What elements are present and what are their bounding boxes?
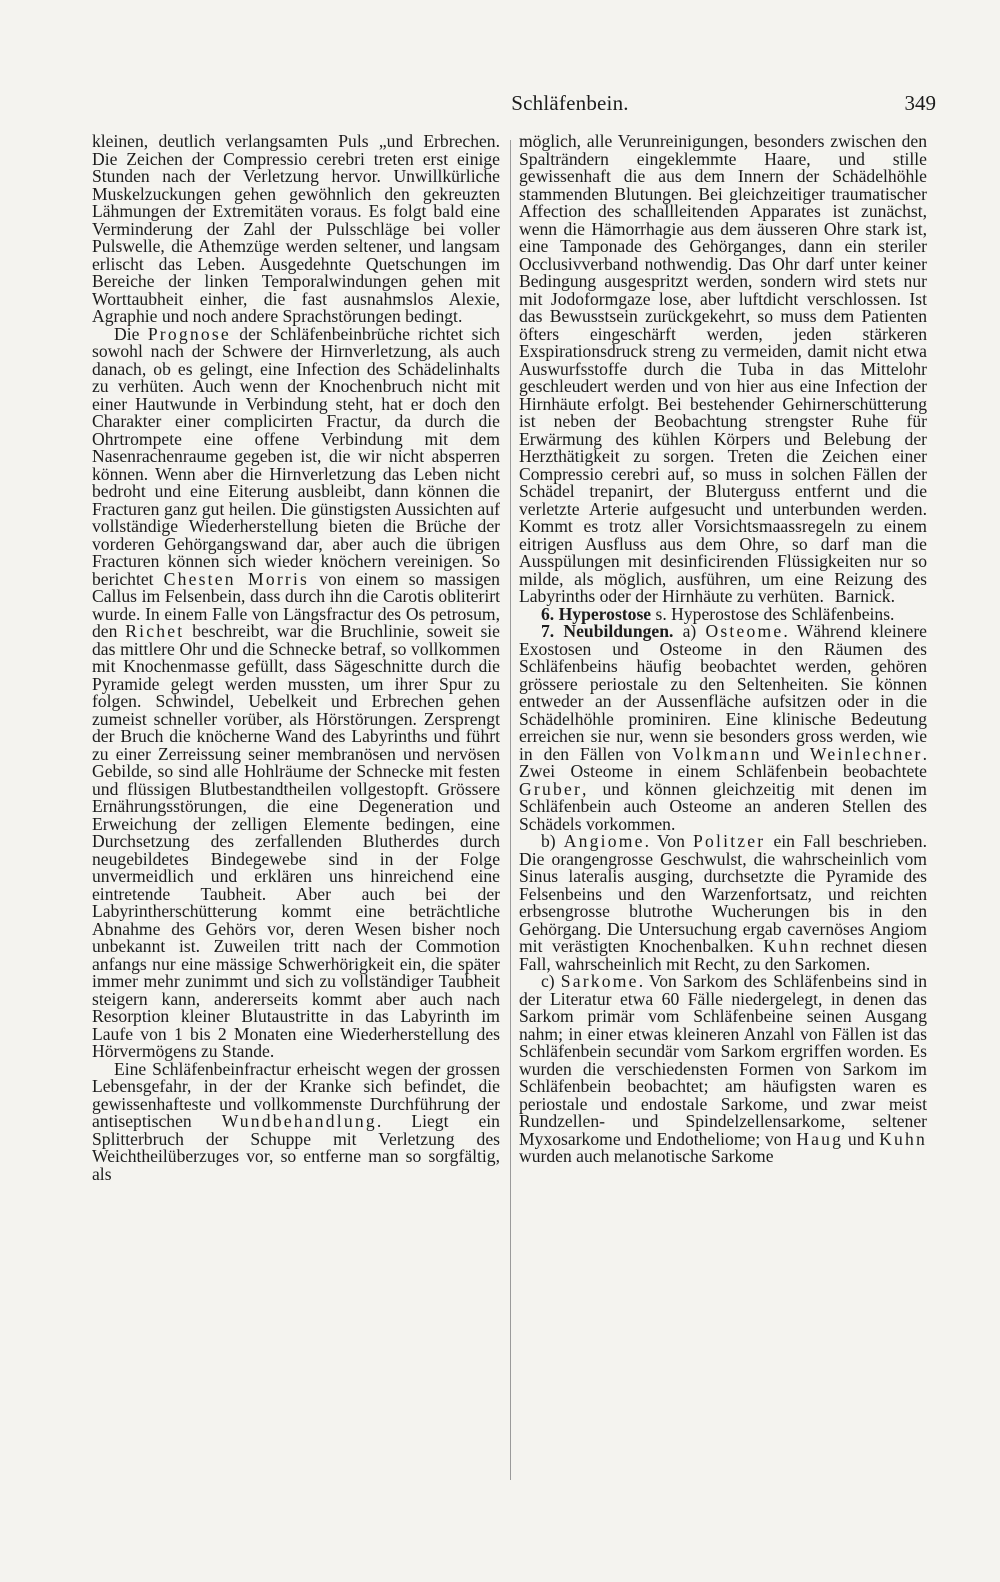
text-run: von einem so massigen Callus im Felsenbein, dass durch ihn die Carotis obliterirt wurde. In einem Falle von Längsfractur des Os petrosum, den <box>92 568 500 641</box>
paragraph-prognosis <box>92 323 500 1061</box>
author-name: Kuhn <box>763 936 812 956</box>
text-run: . Während kleinere Exostosen und Osteome in den Räumen des Schläfenbeins häufig beobachtet werden, gehören grössere periostale zu den Seltenheiten. Sie können entweder an der Aussenfläche aufsitzen oder in die Schädelhöhle prominiren. Eine klinische Bedeutung erreichen sie nur, wenn sie besonders gross werden, wie in den Fällen von <box>519 621 927 764</box>
spaced-term-prognose: Prognose <box>147 323 231 344</box>
spaced-term-sarkome: Sarkome <box>560 971 639 991</box>
paragraph-treatment <box>92 1058 500 1184</box>
text-run: Die <box>114 323 148 344</box>
running-title: Schläfenbein. <box>511 91 629 115</box>
text-run: ein Fall beschrieben. Die orangengrosse Geschwulst, die wahrscheinlich vom Sinus lateralis ausging, durchsetzte die Pyramide des Felsenbeins und den Warzenfortsatz, und reichten erbsengrosse blutrothe Wucherungen bis in den Gehörgang. Die Untersuchung ergab cavernöses Angiom mit verästigten Knochenbalken. <box>519 831 927 956</box>
text-run: wurden auch melanotische Sarkome <box>519 1146 774 1166</box>
author-name: Politzer <box>693 831 766 851</box>
author-name: Haug <box>796 1128 844 1149</box>
section-title: Neubildungen. <box>563 621 674 641</box>
spaced-term-osteome: Osteome <box>705 621 784 641</box>
text-run: b) <box>541 831 564 851</box>
right-column <box>519 133 927 1166</box>
section-title: Hyperostose <box>558 603 652 624</box>
text-run: . Zwei Osteome in einem Schläfenbein beobachtete <box>519 743 927 781</box>
text-run: kleinen, deutlich verlangsamten Puls „und Erbrechen. Die Zeichen der Compressio cerebri treten erst einige Stunden nach der Verletzung hervor. Unwillkürliche Muskelzuckungen gehen gewöhnlich den gekreuzten Lähmungen der Extremitäten voraus. Es folgt bald eine Verminderung der Zahl der Pulsschläge bei voller Pulswelle, die Athemzüge werden seltener, und langsam erlischt das Leben. Ausgedehnte Quetschungen im Bereiche der linken Temporalwindungen gehen mit Worttaubheit einher, die fast ausnahmslos Alexie, Agraphie und noch andere Sprachstörungen bedingt. <box>92 131 500 326</box>
spaced-term-angiome: Angiome <box>563 831 645 851</box>
left-column <box>92 133 500 1183</box>
text-run: . Von Sarkom des Schläfenbeins sind in der Literatur etwa 60 Fälle niedergelegt, in denen das Sarkom primär vom Schläfenbeine seinen Ausgang nahm; in einer etwas kleineren Anzahl von Fällen ist das Schläfenbein secundär vom Sarkom ergriffen worden. Es wurden die verschiedensten Formen von Sarkom im Schläfenbein beobachtet; am häufigsten waren es periostale und endostale Sarkome, und zwar meist Rundzellen- und Spindelzellensarkome, seltener Myxosarkome und Endotheliome; von <box>519 971 928 1149</box>
text-run: s. Hyperostose des Schläfenbeins. <box>651 603 895 624</box>
page-number: 349 <box>904 91 936 115</box>
text-run: beschreibt, war die Bruchlinie, soweit sie das mittlere Ohr und die Schnecke betraf, so vollkommen mit Knochenmasse gefüllt, dass Sägeschnitte durch die Pyramide gelegt werden mussten, um ihrer Spur zu folgen. Schwindel, Uebelkeit und Erbrechen gehen zumeist schneller vorüber, als Hörstörungen. Zersprengt der Bruch die knöcherne Wand des Labyrinths und führt zu einer Zerreissung seiner membranösen und nervösen Gebilde, so sind alle Hohlräume der Schnecke mit festen und flüssigen Blutbestandtheilen vollgestopft. Grössere Ernährungsstörungen, die eine Degeneration und Erweichung der zelligen Elemente bedingen, eine Durchsetzung des zerfallenden Blutherdes durch neugebildetes Bindegewebe sind in der Folge unvermeidlich und erklären uns hinreichend eine eintretende Taubheit. Aber auch bei der Labyrintherschütterung kommt eine beträchtliche Abnahme des Gehörs vor, deren Wesen bisher noch unbekannt ist. Zuweilen tritt nach der Commotion anfangs nur eine mässige Schwerhörigkeit ein, die später immer mehr zunimmt und sich zu vollständiger Taubheit steigern kann, andererseits kommt aber auch nach Resorption kleiner Blutaustritte in das Labyrinth im Laufe von 1 bis 2 Monaten eine Wiederherstellung des Hörvermögens zu Stande. <box>92 621 500 1061</box>
paragraph-angiome <box>519 833 927 973</box>
spaced-term-wundbehandlung: Wundbehandlung <box>221 1111 377 1131</box>
section-number: 7. <box>541 621 564 641</box>
column-divider <box>510 140 511 1480</box>
text-run: . Von <box>644 831 694 851</box>
text-run: rechnet diesen Fall, wahrscheinlich mit Recht, zu den Sarkomen. <box>519 936 928 974</box>
author-name: Weinlechner <box>809 743 923 764</box>
section-number: 6. <box>541 603 559 624</box>
text-run: . Liegt ein Splitterbruch der Schuppe mit Verletzung des Weichtheilüberzuges vor, so entferne man so sorgfältig, als <box>92 1111 500 1184</box>
text-run: a) <box>673 621 706 641</box>
paragraph-symptoms <box>92 133 500 326</box>
author-name: Volkmann <box>672 743 762 764</box>
author-name: Chesten Morris <box>163 568 310 589</box>
text-run: und <box>843 1128 880 1149</box>
paragraph-treatment-cont <box>519 133 927 606</box>
text-run: der Schläfenbeinbrüche richtet sich sowohl nach der Schwere der Hirnverletzung, als auch danach, ob es gelingt, eine Infection des Schädelinhalts zu verhüten. Auch wenn der Knochenbruch nicht mit einer Hautwunde in Verbindung steht, hat er doch den Charakter einer complicirten Fractur, da durch die Ohrtrompete eine offene Verbindung mit dem Nasenrachenraume gegeben ist, die wir nicht absperren können. Wenn aber die Hirnverletzung das Leben nicht bedroht und eine Eiterung ausbleibt, dann können die Fracturen ganz gut heilen. Die günstigsten Aussichten auf vollständige Wiederherstellung bieten die Brüche der vorderen Gehörgangswand dar, aber auch die übrigen Fracturen können sich wieder knöchern vereinigen. So berichtet <box>92 323 500 589</box>
author-name: Gruber <box>519 778 583 799</box>
section-neubildungen <box>519 623 927 833</box>
author-signature: Barnick. <box>834 586 895 606</box>
text-run: Eine Schläfenbeinfractur erheischt wegen der grossen Lebensgefahr, in der der Kranke sich befindet, die gewissenhafteste und vollkommenste Durchführung der antiseptischen <box>92 1058 500 1131</box>
paragraph-sarkome <box>519 973 927 1166</box>
text-run: , und können gleichzeitig mit denen im Schläfenbein auch Osteome an anderen Stellen des Schädels vorkommen. <box>519 778 927 834</box>
author-name: Kuhn <box>879 1128 927 1149</box>
text-run: c) <box>541 971 561 991</box>
author-name: Richet <box>125 621 185 641</box>
text-run: möglich, alle Verunreinigungen, besonders zwischen den Spalträndern eingeklemmte Haare, und stille gewissenhaft die aus dem Innern der Schädelhöhle stammenden Blutungen. Bei gleichzeitiger traumatischer Affection des schallleitenden Apparates ist zunächst, wenn die Hämorrhagie aus dem äusseren Ohre stark ist, eine Tamponade des Gehörganges, dann ein steriler Occlusivverband nothwendig. Das Ohr darf unter keiner Bedingung ausgespritzt werden, sondern wird stets nur mit Jodoformgaze lose, aber luftdicht verschlossen. Ist das Bewusstsein zurückgekehrt, so muss dem Patienten öfters eingeschärft werden, jeden stärkeren Exspirationsdruck streng zu vermeiden, damit nicht etwa Auswurfsstoffe durch die Tuba in das Mittelohr geschleudert werden und von hier aus eine Infection der Hirnhäute erfolgt. Bei bestehender Gehirnerschütterung ist neben der Beobachtung strengster Ruhe für Erwärmung des kühlen Körpers und Belebung der Herzthätigkeit zu sorgen. Treten die Zeichen einer Compressio cerebri auf, so muss in solchen Fällen der Schädel trepanirt, der Bluterguss entfernt und die verletzte Arterie aufgesucht und unterbunden werden. Kommt es trotz aller Vorsichtsmaassregeln zu einem eitrigen Ausfluss aus dem Ohre, so darf man die Ausspülungen mit desinficirenden Flüssigkeiten nur so milde, als möglich, ausführen, um eine Reizung des Labyrinths oder der Hirnhäute zu verhüten. <box>519 131 927 606</box>
text-run: und <box>761 743 810 764</box>
